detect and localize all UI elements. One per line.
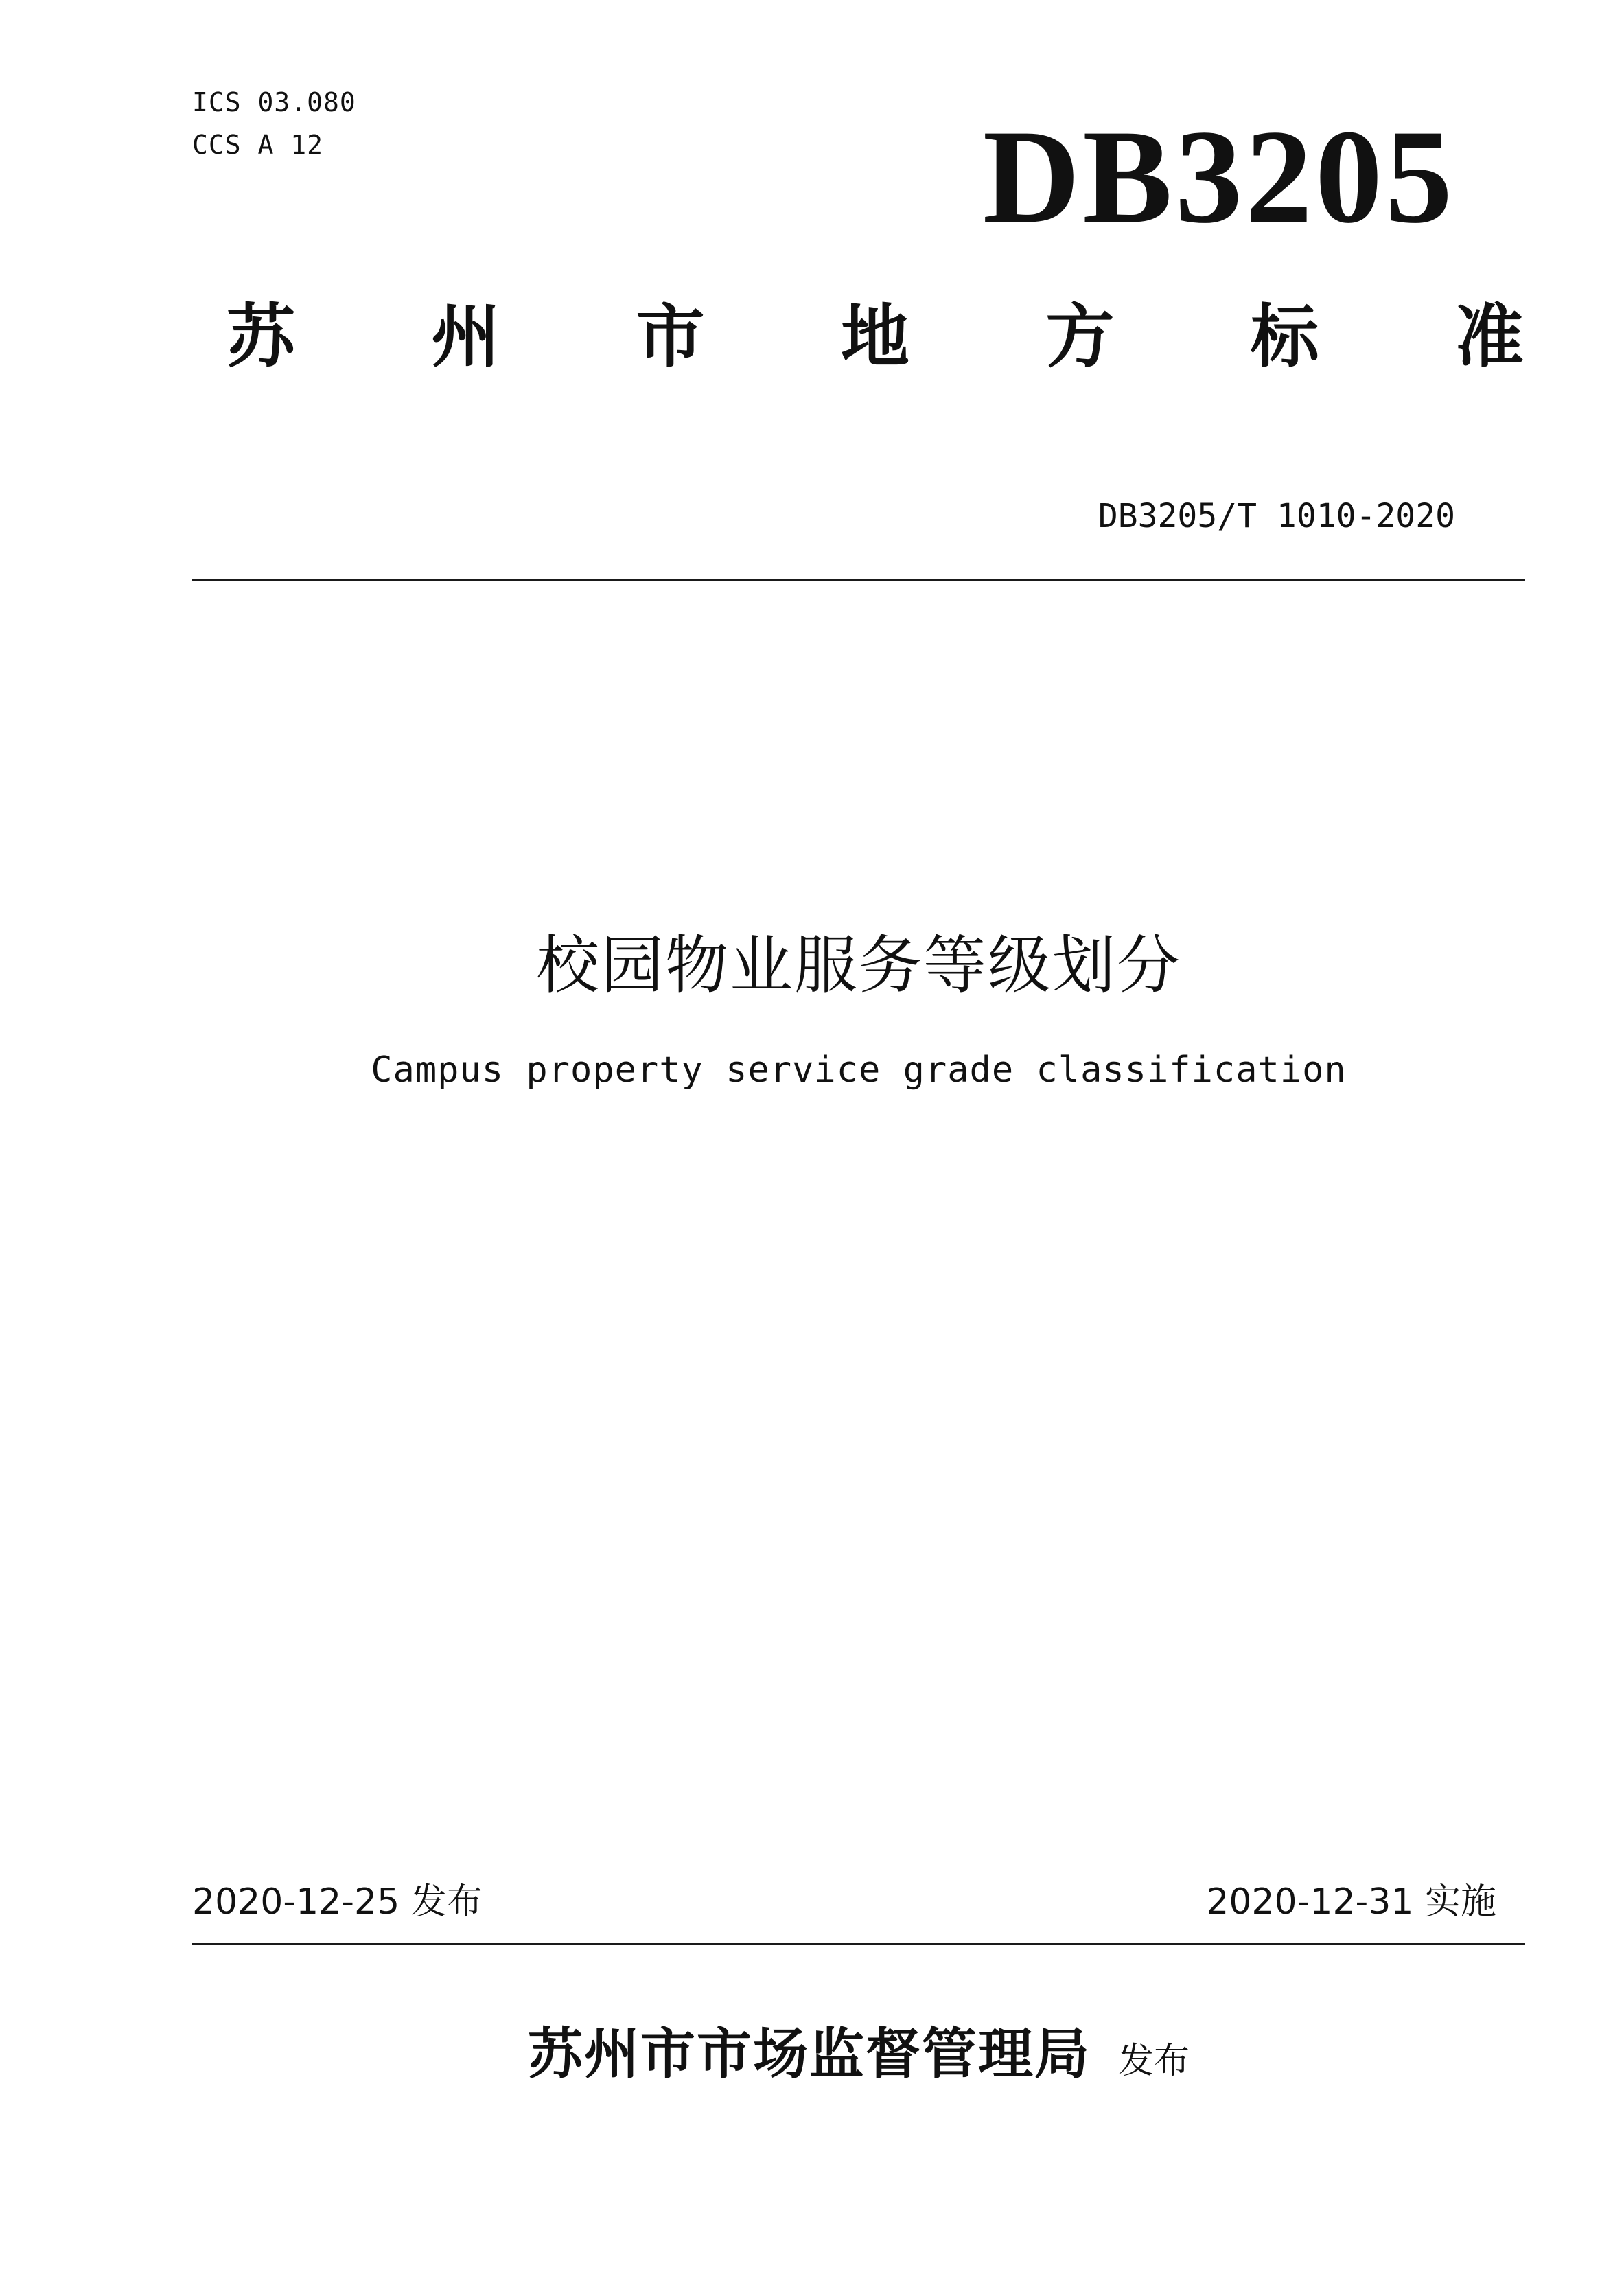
standard-type-char: 准 <box>1454 296 1524 377</box>
bottom-divider <box>192 1943 1525 1945</box>
issuing-authority <box>192 2019 1525 2096</box>
standard-type-char: 标 <box>1250 296 1319 377</box>
issuer-organization: 苏州市市场监督管理局 <box>527 2021 1091 2086</box>
standard-type-char: 方 <box>1045 296 1115 377</box>
publish-date: 2020-12-25 发布 <box>192 1881 483 1923</box>
standard-code-logo: DB3205 <box>982 102 1455 251</box>
standard-number: DB3205/T 1010-2020 <box>1098 497 1455 535</box>
standard-type-heading <box>227 295 1524 378</box>
document-title-english: Campus property service grade classification <box>371 1050 1347 1091</box>
standard-type-char: 苏 <box>227 296 295 377</box>
document-title-chinese: 校园物业服务等级划分 <box>535 929 1181 1002</box>
ccs-code: CCS A 12 <box>192 130 324 160</box>
standard-type-char: 地 <box>840 296 909 377</box>
issuer-suffix: 发布 <box>1117 2041 1190 2082</box>
classification-codes <box>192 81 356 166</box>
top-divider <box>192 579 1525 581</box>
effective-date: 2020-12-31 实施 <box>1206 1881 1496 1923</box>
ics-code: ICS 03.080 <box>192 87 356 117</box>
standard-type-char: 市 <box>636 296 705 377</box>
standard-type-char: 州 <box>431 296 500 377</box>
